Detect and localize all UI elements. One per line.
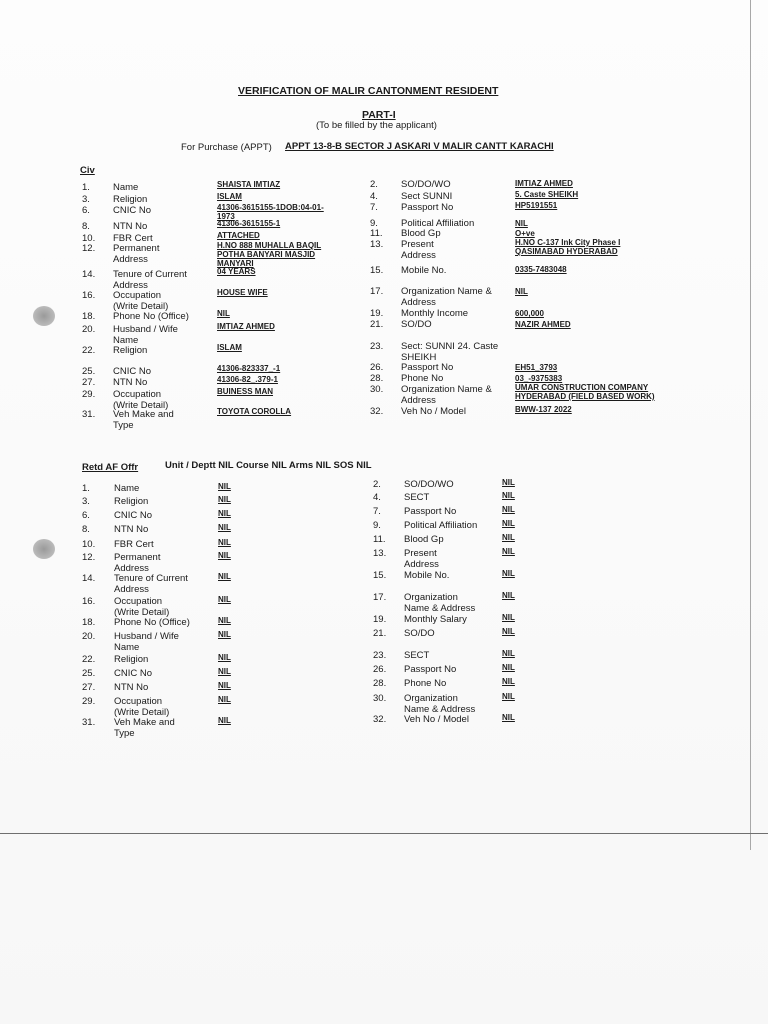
civ-item-number: 15. — [370, 265, 384, 276]
civ-item-number: 4. — [370, 191, 378, 202]
retd-field-label: Tenure of Current Address — [114, 573, 188, 595]
civ-field-label: Phone No — [401, 373, 444, 384]
civ-field-value: TOYOTA COROLLA — [217, 407, 292, 416]
retd-field-label: Phone No — [404, 678, 447, 689]
retd-field-label: Phone No (Office) — [114, 617, 190, 628]
civ-field-value: BWW-137 2022 — [515, 405, 572, 414]
civ-field-label: NTN No — [113, 221, 148, 232]
retd-field-label: SO/DO/WO — [404, 479, 454, 490]
civ-field-value: SHAISTA IMTIAZ — [217, 180, 281, 189]
retd-field-value: NIL — [502, 692, 515, 701]
retd-item-number: 32. — [373, 714, 387, 725]
civ-item-number: 9. — [370, 218, 378, 229]
retd-item-number: 6. — [82, 510, 90, 521]
retd-heading: Retd AF Offr — [82, 462, 139, 473]
civ-field-value: BUINESS MAN — [217, 387, 274, 396]
civ-field-label: Present Address — [401, 239, 436, 261]
civ-field-label: Occupation (Write Detail) — [113, 290, 169, 312]
civ-item-number: 20. — [82, 324, 96, 335]
retd-item-number: 18. — [82, 617, 96, 628]
retd-item-number: 28. — [373, 678, 387, 689]
retd-field-label: Organization Name & Address — [404, 592, 476, 614]
civ-item-number: 23. — [370, 341, 384, 352]
civ-field-value: 0335-7483048 — [515, 265, 567, 274]
civ-item-number: 14. — [82, 269, 96, 280]
civ-item-number: 31. — [82, 409, 96, 420]
retd-item-number: 31. — [82, 717, 96, 728]
retd-field-value: NIL — [218, 681, 231, 690]
civ-field-label: Religion — [113, 194, 148, 205]
retd-field-label: Occupation (Write Detail) — [114, 696, 170, 718]
retd-field-value: NIL — [502, 663, 515, 672]
retd-field-label: Veh Make and Type — [114, 717, 175, 739]
retd-item-number: 19. — [373, 614, 387, 625]
retd-item-number: 2. — [373, 479, 381, 490]
civ-field-value: 5. Caste SHEIKH — [515, 190, 579, 199]
retd-field-value: NIL — [502, 478, 515, 487]
retd-item-number: 8. — [82, 524, 90, 535]
retd-field-value: NIL — [218, 572, 231, 581]
retd-field-label: Mobile No. — [404, 570, 450, 581]
retd-item-number: 13. — [373, 548, 387, 559]
retd-item-number: 29. — [82, 696, 96, 707]
retd-field-label: Passport No — [404, 664, 457, 675]
civ-field-value: HP5191551 — [515, 201, 558, 210]
civ-field-label: Husband / Wife Name — [113, 324, 178, 346]
retd-unit-line: Unit / Deptt NIL Course NIL Arms NIL SOS NIL — [165, 460, 372, 471]
retd-field-value: NIL — [502, 613, 515, 622]
civ-item-number: 6. — [82, 205, 90, 216]
retd-item-number: 22. — [82, 654, 96, 665]
retd-field-label: NTN No — [114, 524, 149, 535]
civ-field-value: O+ve — [515, 229, 535, 238]
civ-field-label: Passport No — [401, 202, 454, 213]
civ-field-value: IMTIAZ AHMED — [515, 179, 573, 188]
retd-item-number: 30. — [373, 693, 387, 704]
civ-field-label: NTN No — [113, 377, 148, 388]
civ-field-value: H.NO 888 MUHALLA BAQIL POTHA BANYARI MASJID MANYARI — [217, 241, 322, 268]
civ-item-number: 17. — [370, 286, 384, 297]
retd-item-number: 9. — [373, 520, 381, 531]
retd-field-value: NIL — [502, 649, 515, 658]
civ-heading: Civ — [80, 165, 95, 176]
retd-field-label: Present Address — [404, 548, 439, 570]
retd-field-value: NIL — [218, 495, 231, 504]
civ-field-value: ISLAM — [217, 343, 242, 352]
civ-field-value: 41306-3615155-1 — [217, 219, 281, 228]
civ-field-value: NAZIR AHMED — [515, 320, 571, 329]
retd-field-value: NIL — [218, 630, 231, 639]
civ-field-value: ATTACHED — [217, 231, 260, 240]
civ-field-label: Organization Name & Address — [401, 384, 492, 406]
civ-field-label: Tenure of Current Address — [113, 269, 187, 291]
civ-item-number: 19. — [370, 308, 384, 319]
civ-field-label: Name — [113, 182, 139, 193]
retd-field-value: NIL — [218, 716, 231, 725]
retd-field-value: NIL — [502, 591, 515, 600]
civ-field-value: 41306-3615155-1DOB:04-01- 1973 — [217, 203, 324, 221]
civ-field-value: H.NO C-137 Ink City Phase I QASIMABAD HYDERABAD — [515, 238, 621, 256]
retd-item-number: 16. — [82, 596, 96, 607]
retd-field-value: NIL — [218, 653, 231, 662]
retd-field-label: FBR Cert — [114, 539, 154, 550]
civ-item-number: 32. — [370, 406, 384, 417]
retd-item-number: 17. — [373, 592, 387, 603]
retd-field-value: NIL — [502, 547, 515, 556]
civ-field-value: UMAR CONSTRUCTION COMPANY HYDERABAD (FIELD BASED WORK) — [515, 383, 655, 401]
retd-field-value: NIL — [502, 677, 515, 686]
retd-field-label: Husband / Wife Name — [114, 631, 179, 653]
retd-field-label: Name — [114, 483, 140, 494]
civ-field-value: 41306-82_.379-1 — [217, 375, 278, 384]
retd-field-value: NIL — [218, 482, 231, 491]
civ-field-label: Occupation (Write Detail) — [113, 389, 169, 411]
civ-field-label: Religion — [113, 345, 148, 356]
part-heading: PART-I — [362, 109, 396, 121]
civ-field-label: Sect: SUNNI 24. Caste SHEIKH — [401, 341, 499, 363]
retd-field-value: NIL — [218, 595, 231, 604]
punch-hole-bottom — [33, 539, 55, 559]
civ-item-number: 10. — [82, 233, 96, 244]
civ-item-number: 16. — [82, 290, 96, 301]
retd-field-label: Passport No — [404, 506, 457, 517]
retd-field-label: Blood Gp — [404, 534, 444, 545]
retd-item-number: 10. — [82, 539, 96, 550]
retd-field-value: NIL — [218, 695, 231, 704]
civ-field-label: Veh No / Model — [401, 406, 466, 417]
retd-field-label: Permanent Address — [114, 552, 161, 574]
retd-field-value: NIL — [502, 713, 515, 722]
punch-hole-top — [33, 306, 55, 326]
civ-item-number: 11. — [370, 228, 383, 239]
retd-item-number: 27. — [82, 682, 96, 693]
civ-item-number: 3. — [82, 194, 90, 205]
retd-field-value: NIL — [502, 569, 515, 578]
civ-item-number: 26. — [370, 362, 384, 373]
retd-item-number: 26. — [373, 664, 387, 675]
retd-field-label: Monthly Salary — [404, 614, 467, 625]
civ-field-label: Sect SUNNI — [401, 191, 453, 202]
retd-item-number: 1. — [82, 483, 90, 494]
civ-field-value: 600,000 — [515, 309, 544, 318]
retd-field-label: Occupation (Write Detail) — [114, 596, 170, 618]
retd-field-label: Religion — [114, 654, 149, 665]
civ-field-label: SO/DO/WO — [401, 179, 451, 190]
civ-field-value: ISLAM — [217, 192, 242, 201]
retd-item-number: 3. — [82, 496, 90, 507]
fill-note: (To be filled by the applicant) — [316, 120, 437, 131]
retd-item-number: 12. — [82, 552, 96, 563]
civ-item-number: 13. — [370, 239, 384, 250]
civ-field-label: FBR Cert — [113, 233, 153, 244]
civ-field-label: Mobile No. — [401, 265, 447, 276]
civ-item-number: 18. — [82, 311, 96, 322]
civ-item-number: 29. — [82, 389, 96, 400]
retd-field-label: Veh No / Model — [404, 714, 469, 725]
retd-field-value: NIL — [218, 616, 231, 625]
retd-item-number: 23. — [373, 650, 387, 661]
retd-item-number: 4. — [373, 492, 381, 503]
retd-field-label: NTN No — [114, 682, 149, 693]
civ-item-number: 1. — [82, 182, 90, 193]
civ-field-label: Phone No (Office) — [113, 311, 189, 322]
civ-field-label: SO/DO — [401, 319, 432, 330]
retd-field-value: NIL — [218, 523, 231, 532]
retd-field-value: NIL — [502, 627, 515, 636]
retd-field-label: SECT — [404, 492, 430, 503]
civ-item-number: 27. — [82, 377, 96, 388]
retd-item-number: 20. — [82, 631, 96, 642]
civ-item-number: 28. — [370, 373, 384, 384]
retd-field-value: NIL — [218, 667, 231, 676]
civ-field-label: Passport No — [401, 362, 454, 373]
civ-field-value: 03_-9375383 — [515, 374, 563, 383]
civ-item-number: 21. — [370, 319, 384, 330]
retd-field-label: SECT — [404, 650, 430, 661]
civ-item-number: 7. — [370, 202, 378, 213]
civ-field-value: EH51_3793 — [515, 363, 558, 372]
civ-field-value: NIL — [515, 287, 528, 296]
retd-item-number: 7. — [373, 506, 381, 517]
retd-item-number: 14. — [82, 573, 96, 584]
retd-field-label: SO/DO — [404, 628, 435, 639]
retd-field-value: NIL — [218, 551, 231, 560]
purchase-value: APPT 13-8-B SECTOR J ASKARI V MALIR CANTT KARACHI — [285, 141, 554, 152]
civ-item-number: 22. — [82, 345, 96, 356]
purchase-label: For Purchase (APPT) — [181, 142, 272, 153]
civ-field-value: 04 YEARS — [217, 267, 256, 276]
civ-field-label: Blood Gp — [401, 228, 441, 239]
retd-field-value: NIL — [502, 533, 515, 542]
scan-bottom-line — [0, 833, 768, 834]
document-title: VERIFICATION OF MALIR CANTONMENT RESIDENT — [238, 85, 499, 97]
retd-field-value: NIL — [502, 505, 515, 514]
retd-field-value: NIL — [218, 509, 231, 518]
civ-field-label: Veh Make and Type — [113, 409, 174, 431]
retd-item-number: 11. — [373, 534, 386, 545]
civ-field-label: CNIC No — [113, 205, 152, 216]
civ-item-number: 8. — [82, 221, 90, 232]
civ-field-label: Monthly Income — [401, 308, 469, 319]
retd-field-label: CNIC No — [114, 510, 153, 521]
civ-field-value: NIL — [515, 219, 528, 228]
civ-field-value: NIL — [217, 309, 230, 318]
civ-item-number: 12. — [82, 243, 96, 254]
retd-field-value: NIL — [218, 538, 231, 547]
civ-item-number: 2. — [370, 179, 378, 190]
civ-field-value: IMTIAZ AHMED — [217, 322, 275, 331]
civ-field-value: HOUSE WIFE — [217, 288, 268, 297]
retd-item-number: 15. — [373, 570, 387, 581]
retd-field-label: Political Affiliation — [404, 520, 478, 531]
retd-item-number: 21. — [373, 628, 387, 639]
scan-edge-line — [750, 0, 751, 850]
civ-field-label: Permanent Address — [113, 243, 160, 265]
retd-field-label: Organization Name & Address — [404, 693, 476, 715]
retd-field-value: NIL — [502, 491, 515, 500]
civ-field-label: CNIC No — [113, 366, 152, 377]
civ-item-number: 25. — [82, 366, 96, 377]
civ-item-number: 30. — [370, 384, 384, 395]
retd-field-label: Religion — [114, 496, 149, 507]
civ-field-label: Organization Name & Address — [401, 286, 492, 308]
retd-item-number: 25. — [82, 668, 96, 679]
retd-field-label: CNIC No — [114, 668, 153, 679]
retd-field-value: NIL — [502, 519, 515, 528]
civ-field-label: Political Affiliation — [401, 218, 475, 229]
civ-field-value: 41306-823337_-1 — [217, 364, 281, 373]
